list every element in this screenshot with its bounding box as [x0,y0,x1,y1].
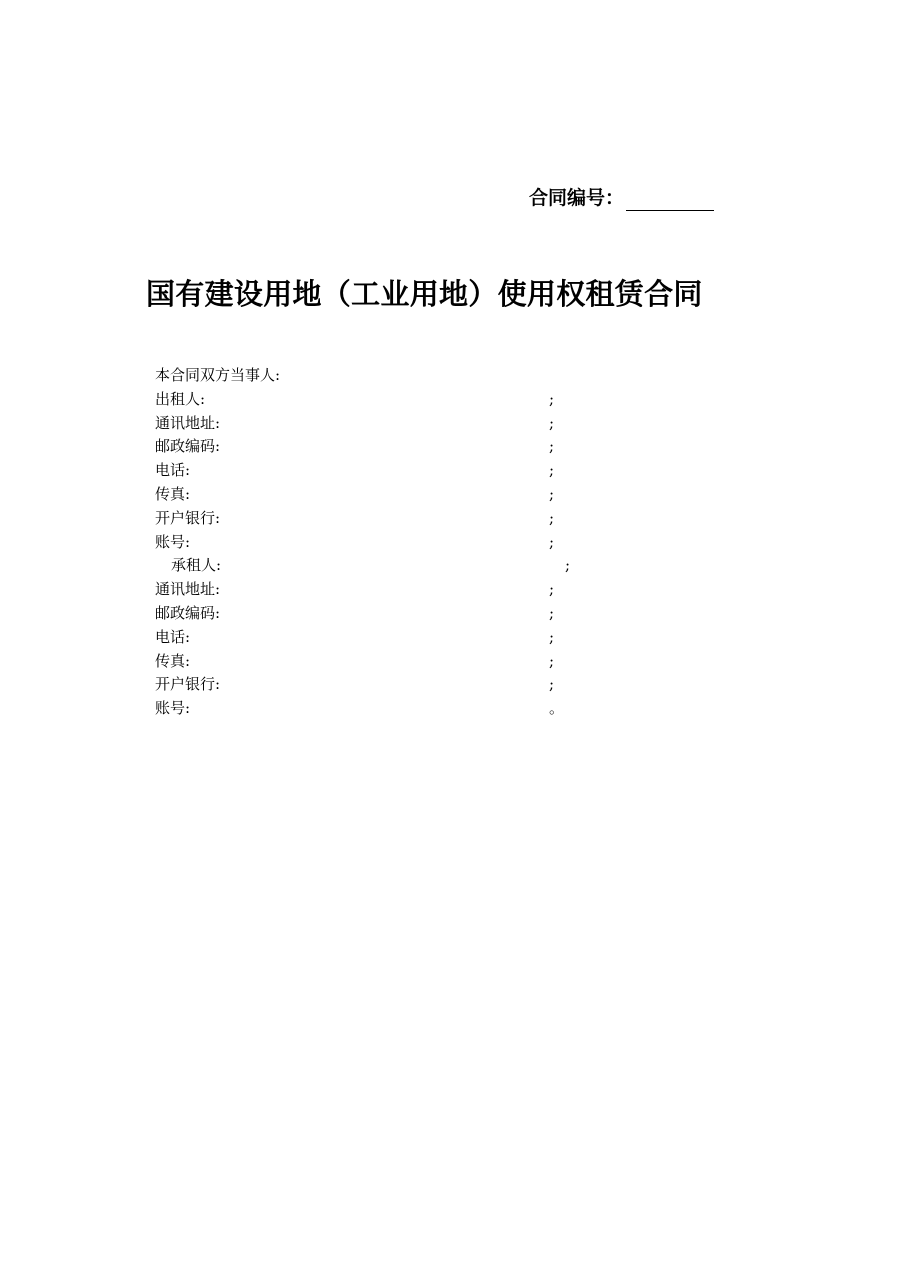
row-end-mark: ; [549,603,555,622]
lessee-fax-row [0,650,909,674]
intro-line [0,364,909,388]
row-end-mark: ; [549,627,555,646]
row-end-mark: ; [565,556,571,575]
lessor-name-label: 出租人: [155,389,206,408]
party-fields [0,364,909,721]
row-end-mark: ; [549,437,555,456]
lessee-postcode-label: 邮政编码: [155,603,221,622]
contract-number [529,185,714,211]
lessor-phone-label: 电话: [155,461,191,480]
lessor-phone-row [0,459,909,483]
lessee-postcode-row [0,602,909,626]
lessee-phone-row [0,626,909,650]
lessor-account-row [0,531,909,555]
contract-number-blank [626,189,714,211]
lessor-bank-label: 开户银行: [155,508,221,527]
lessor-account-label: 账号: [155,532,191,551]
row-end-mark: ; [549,389,555,408]
row-end-mark: ; [549,580,555,599]
lessee-fax-label: 传真: [155,651,191,670]
row-end-mark: ; [549,461,555,480]
lessee-account-row [0,697,909,721]
row-end-mark: ; [549,484,555,503]
row-end-mark: ; [549,508,555,527]
lessee-account-label: 账号: [155,699,191,718]
row-end-mark: ; [549,651,555,670]
lessee-bank-row [0,673,909,697]
row-end-mark: ; [549,532,555,551]
row-end-mark: ; [549,413,555,432]
intro-text: 本合同双方当事人: [155,366,281,384]
lessee-bank-label: 开户银行: [155,675,221,694]
lessor-postcode-label: 邮政编码: [155,437,221,456]
lessee-name-row [0,554,909,578]
row-end-mark: ; [549,675,555,694]
lessor-bank-row [0,507,909,531]
lessee-address-label: 通讯地址: [155,580,221,599]
lessee-phone-label: 电话: [155,627,191,646]
document-title: 国有建设用地（工业用地）使用权租赁合同 [146,277,703,311]
contract-number-label: 合同编号： [529,187,625,209]
row-final-mark: 。 [549,699,565,718]
lessor-address-row [0,412,909,436]
lessee-name-label: 承租人: [171,556,222,575]
lessor-fax-label: 传真: [155,484,191,503]
lessee-address-row [0,578,909,602]
lessor-postcode-row [0,435,909,459]
lessor-address-label: 通讯地址: [155,413,221,432]
lessor-fax-row [0,483,909,507]
lessor-name-row [0,388,909,412]
